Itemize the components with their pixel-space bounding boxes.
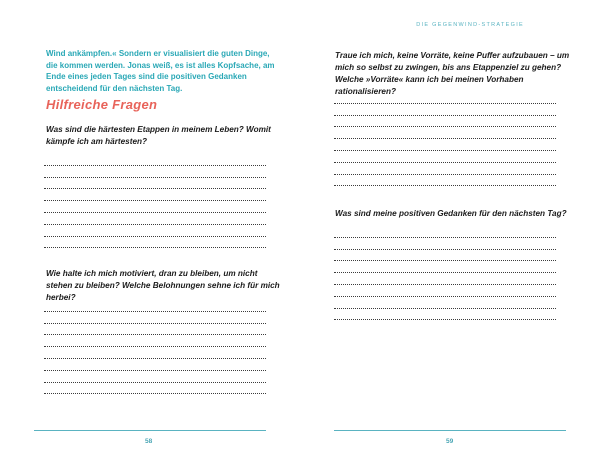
running-header: DIE GEGENWIND-STRATEGIE: [416, 22, 524, 28]
answer-line[interactable]: [334, 104, 556, 116]
intro-text: Wind ankämpfen.« Sondern er visualisiert die guten Dinge, die kommen werden. Jonas weiß, es ist alles Kopfsache, am Ende eines jeden Tages sind die positiven Gedanken entscheidend für den nächsten Tag.: [46, 49, 275, 94]
answer-line[interactable]: [334, 127, 556, 139]
answer-line[interactable]: [44, 312, 266, 324]
answer-line[interactable]: [334, 273, 556, 285]
answer-line[interactable]: [334, 250, 556, 262]
answer-line[interactable]: [44, 383, 266, 395]
answer-line[interactable]: [44, 335, 266, 347]
answer-line[interactable]: [334, 163, 556, 175]
answer-line[interactable]: [334, 238, 556, 250]
answer-line[interactable]: [334, 261, 556, 273]
answer-lines-3: [334, 92, 556, 186]
answer-line[interactable]: [44, 201, 266, 213]
footer-rule: [34, 430, 266, 431]
answer-line[interactable]: [44, 324, 266, 336]
answer-line[interactable]: [334, 175, 556, 187]
page-number: 58: [145, 438, 153, 445]
answer-line[interactable]: [44, 300, 266, 312]
answer-lines-1: [44, 154, 266, 248]
question-2: Wie halte ich mich motiviert, dran zu bleiben, um nicht stehen zu bleiben? Welche Belohnungen sehne ich für mich herbei?: [46, 269, 280, 302]
answer-line[interactable]: [44, 166, 266, 178]
answer-line[interactable]: [44, 154, 266, 166]
page-number: 59: [446, 438, 454, 445]
right-page: [300, 0, 600, 467]
question-3: Traue ich mich, keine Vorräte, keine Puffer aufzubauen – um mich so selbst zu zwingen, bis ans Etappenziel zu gehen? Welche »Vorräte« kann ich bei meinen Vorhaben rationalisieren?: [335, 51, 570, 96]
question-1: Was sind die härtesten Etappen in meinem Leben? Womit kämpfe ich am härtesten?: [46, 125, 271, 146]
footer-rule: [334, 430, 566, 431]
answer-line[interactable]: [44, 347, 266, 359]
section-heading: Hilfreiche Fragen: [46, 97, 158, 112]
answer-line[interactable]: [334, 139, 556, 151]
answer-line[interactable]: [44, 178, 266, 190]
answer-line[interactable]: [334, 309, 556, 321]
answer-line[interactable]: [334, 297, 556, 309]
answer-line[interactable]: [44, 189, 266, 201]
answer-lines-4: [334, 226, 556, 320]
answer-line[interactable]: [44, 359, 266, 371]
answer-lines-2: [44, 300, 266, 394]
answer-line[interactable]: [44, 237, 266, 249]
answer-line[interactable]: [44, 225, 266, 237]
answer-line[interactable]: [44, 371, 266, 383]
answer-line[interactable]: [334, 226, 556, 238]
question-4: Was sind meine positiven Gedanken für den nächsten Tag?: [335, 209, 567, 218]
answer-line[interactable]: [334, 285, 556, 297]
answer-line[interactable]: [44, 213, 266, 225]
answer-line[interactable]: [334, 116, 556, 128]
answer-line[interactable]: [334, 151, 556, 163]
answer-line[interactable]: [334, 92, 556, 104]
